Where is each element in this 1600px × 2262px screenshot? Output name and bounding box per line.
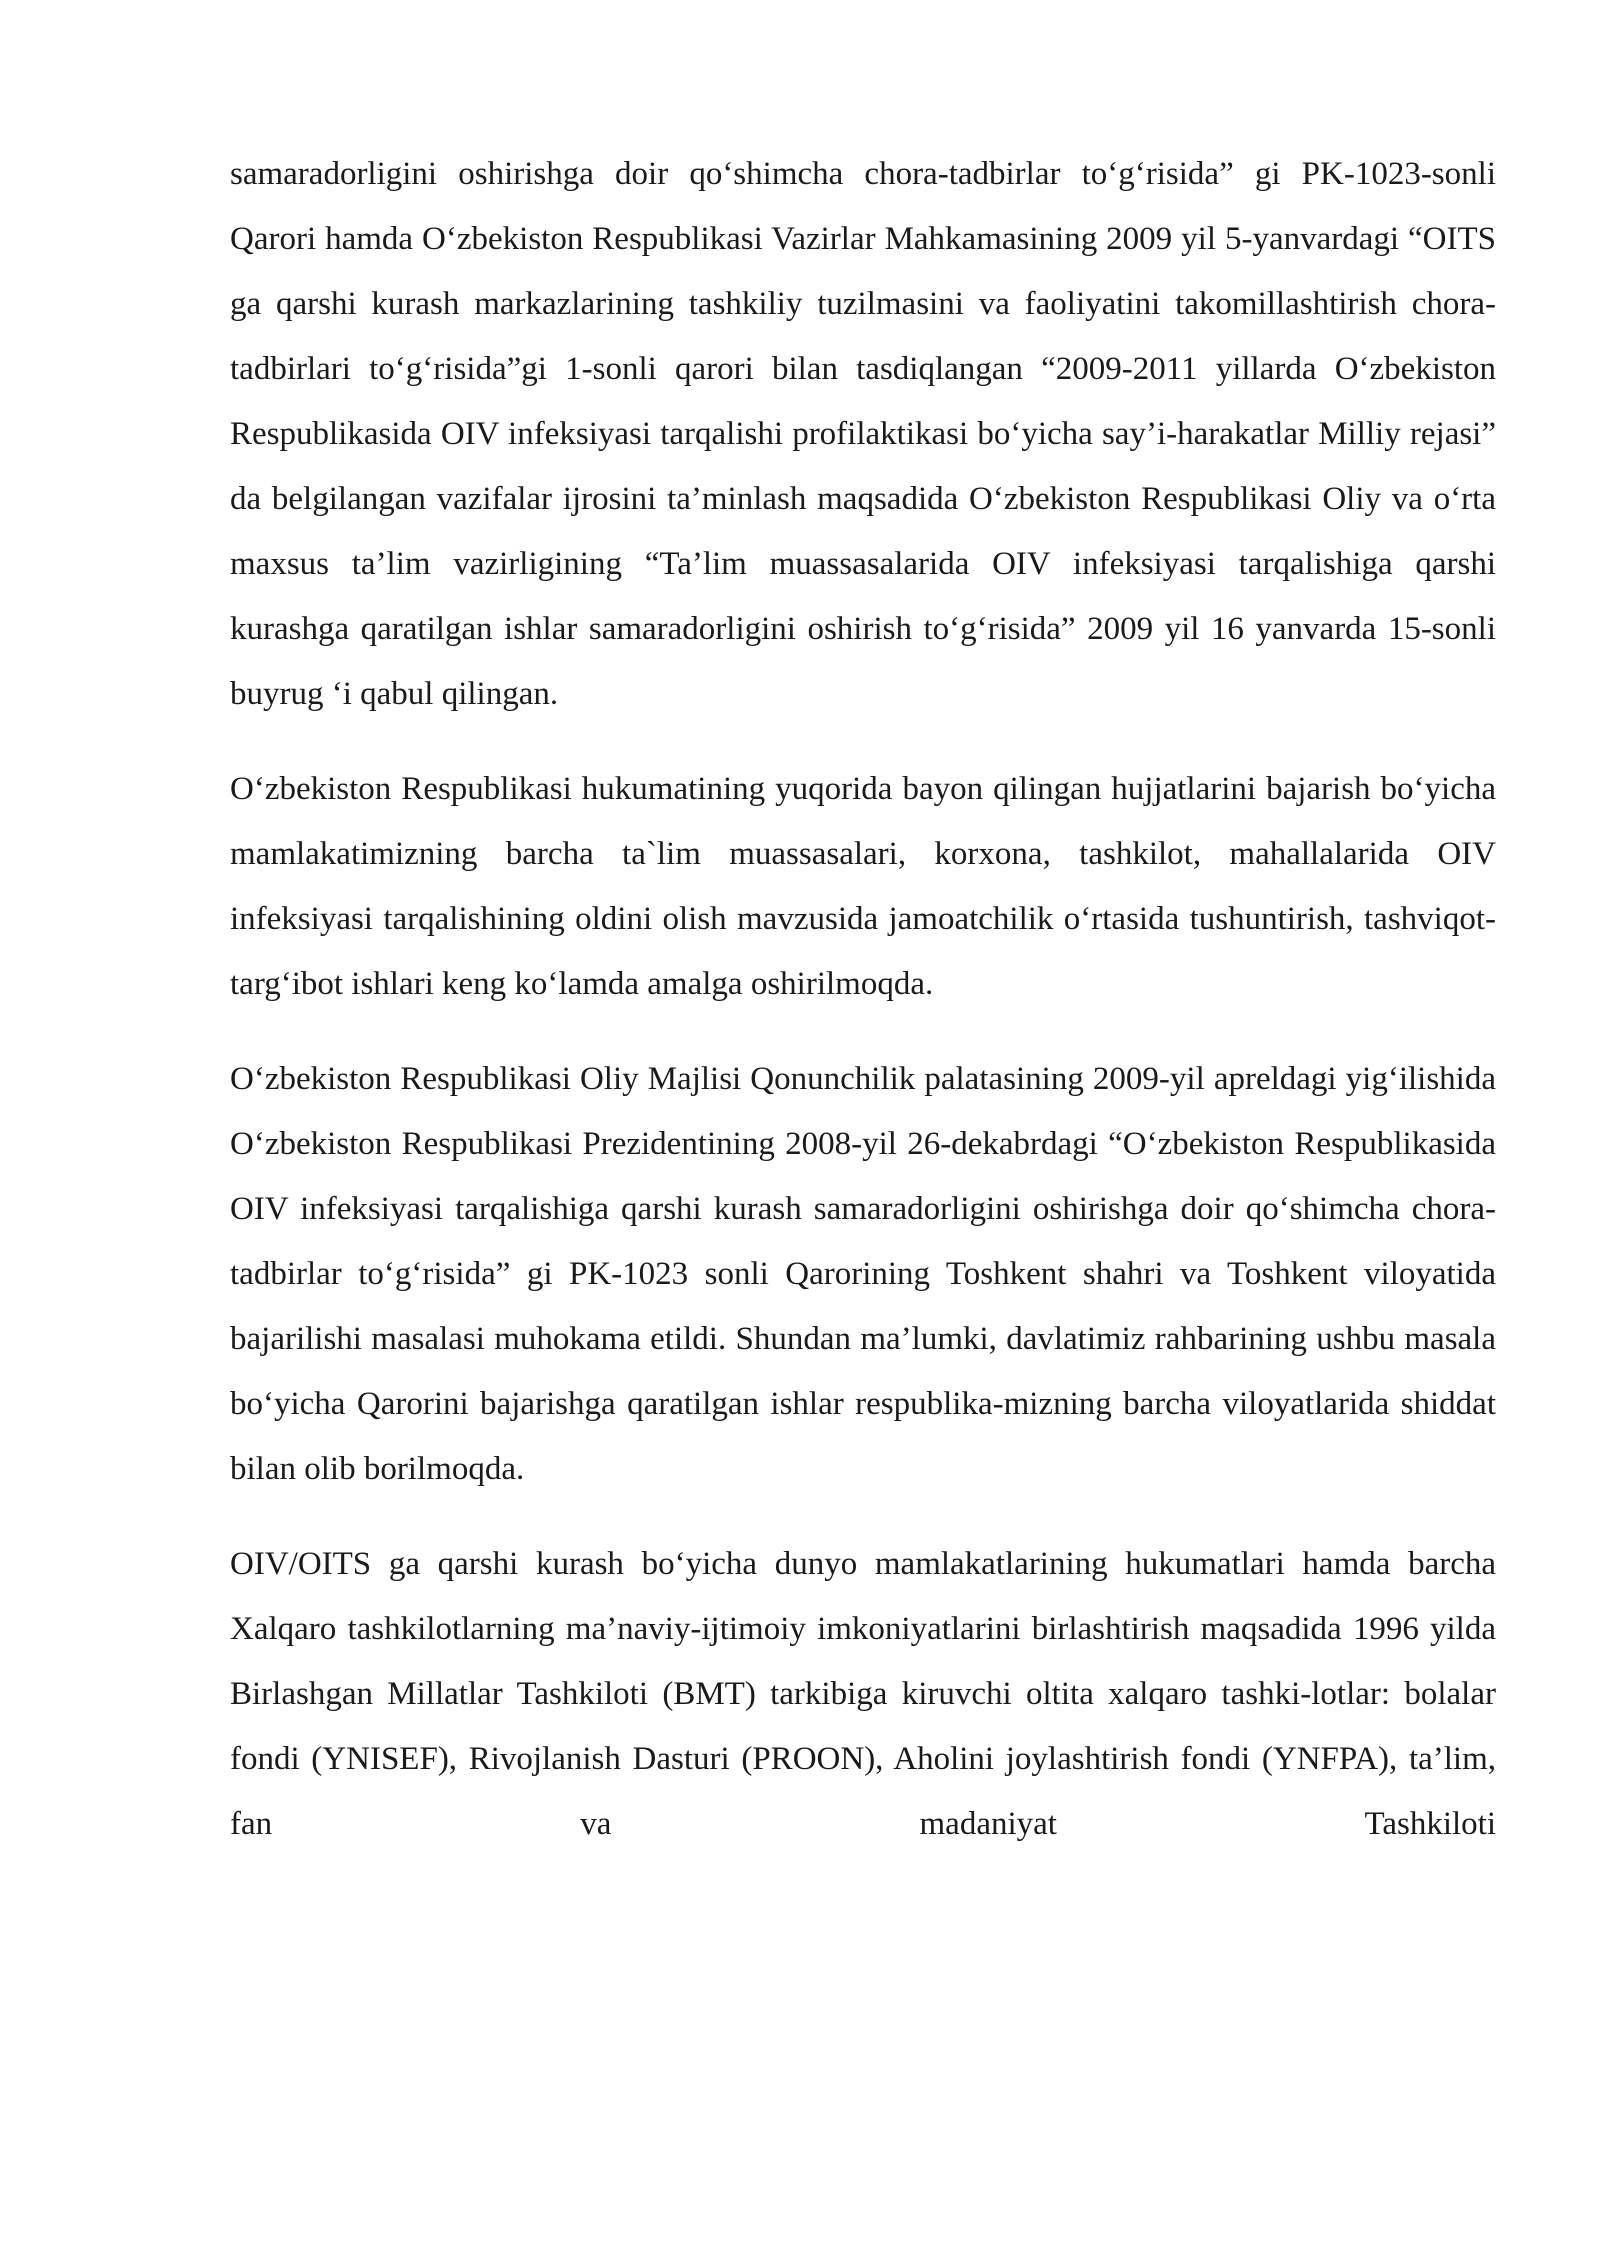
document-body (230, 142, 1496, 1887)
paragraph-4: OIV/OITS ga qarshi kurash bo‘yicha dunyo mamlakatlarining hukumatlari hamda barcha Xalqaro tashkilotlarning ma’naviy-ijtimoiy imkoniyatlarini birlashtirish maqsadida 1996 yilda Birlashgan Millatlar Tashkiloti (BMT) tarkibiga kiruvchi oltita xalqaro tashki-lotlar: bolalar fondi (YNISEF), Rivojlanish Dasturi (PROON), Aholini joylashtirish fondi (YNFPA), ta’lim, fan va madaniyat Tashkiloti (230, 1546, 1496, 1842)
paragraph-2: O‘zbekiston Respublikasi hukumatining yuqorida bayon qilingan hujjatlarini bajarish bo‘yicha mamlakatimizning barcha ta`lim muassasalari, korxona, tashkilot, mahallalarida OIV infeksiyasi tarqalishining oldini olish mavzusida jamoatchilik o‘rtasida tushuntirish, tashviqot-targ‘ibot ishlari keng ko‘lamda amalga oshirilmoqda. (230, 771, 1496, 1002)
paragraph-3: O‘zbekiston Respublikasi Oliy Majlisi Qonunchilik palatasining 2009-yil apreldagi yig‘ilishida O‘zbekiston Respublikasi Prezidentining 2008-yil 26-dekabrdagi “O‘zbekiston Respublikasida OIV infeksiyasi tarqalishiga qarshi kurash samaradorligini oshirishga doir qo‘shimcha chora-tadbirlar to‘g‘risida” gi PK-1023 sonli Qarorining Toshkent shahri va Toshkent viloyatida bajarilishi masalasi muhokama etildi. Shundan ma’lumki, davlatimiz rahbarining ushbu masala bo‘yicha Qarorini bajarishga qaratilgan ishlar respublika-mizning barcha viloyatlarida shiddat bilan olib borilmoqda. (230, 1061, 1496, 1487)
paragraph-1: samaradorligini oshirishga doir qo‘shimcha chora-tadbirlar to‘g‘risida” gi PK-1023-sonli Qarori hamda O‘zbekiston Respublikasi Vazirlar Mahkamasining 2009 yil 5-yanvardagi “OITS ga qarshi kurash markazlarining tashkiliy tuzilmasini va faoliyatini takomillashtirish chora-tadbirlari to‘g‘risida”gi 1-sonli qarori bilan tasdiqlangan “2009-2011 yillarda O‘zbekiston Respublikasida OIV infeksiyasi tarqalishi profilaktikasi bo‘yicha say’i-harakatlar Milliy rejasi” da belgilangan vazifalar ijrosini ta’minlash maqsadida O‘zbekiston Respublikasi Oliy va o‘rta maxsus ta’lim vazirligining “Ta’lim muassasalarida OIV infeksiyasi tarqalishiga qarshi kurashga qaratilgan ishlar samaradorligini oshirish to‘g‘risida” 2009 yil 16 yanvarda 15-sonli buyrug ‘i qabul qilingan. (230, 156, 1496, 712)
